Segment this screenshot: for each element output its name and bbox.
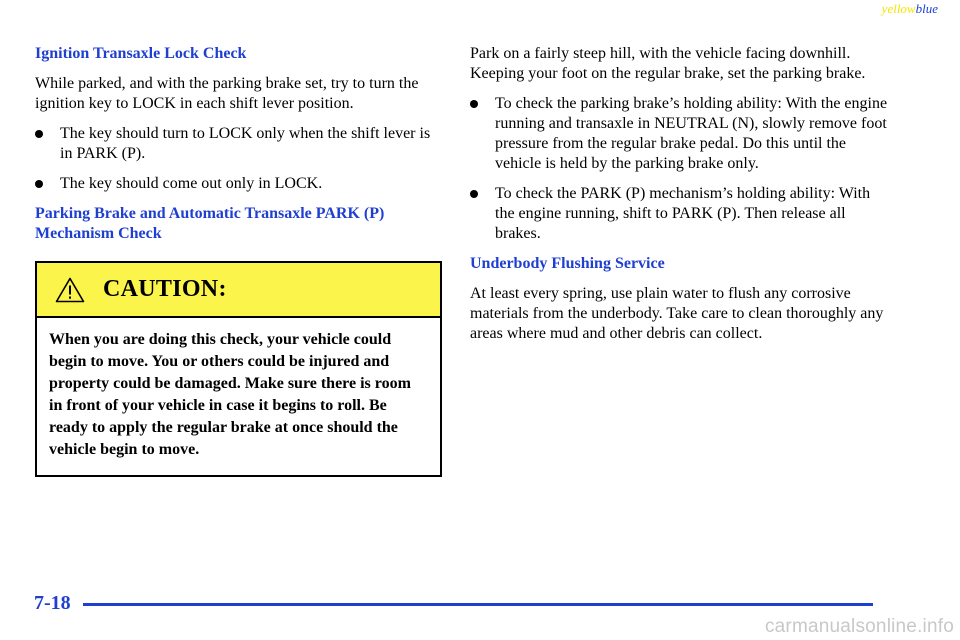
caution-box	[35, 261, 442, 477]
site-watermark: carmanualsonline.info	[764, 616, 954, 637]
bullet-text: The key should come out only in LOCK.	[60, 175, 323, 192]
warning-triangle-icon	[55, 277, 85, 303]
list-item	[470, 184, 890, 244]
corner-mark-yellow: yellow	[881, 1, 916, 16]
parking-brake-check-heading: Parking Brake and Automatic Transaxle PARK (P) Mechanism Check	[35, 205, 385, 242]
ignition-lock-check-heading: Ignition Transaxle Lock Check	[35, 45, 247, 62]
bullet-icon	[35, 180, 43, 188]
bullet-text: The key should turn to LOCK only when the shift lever is in PARK (P).	[60, 125, 431, 162]
list-item	[35, 174, 440, 194]
bullet-icon	[35, 130, 43, 138]
underbody-flushing-paragraph: At least every spring, use plain water to flush any corrosive materials from the underbody. Take care to clean thoroughly any areas where mud and other debris can collect.	[470, 285, 884, 342]
right-column	[470, 44, 890, 354]
left-column	[35, 44, 440, 477]
hill-park-paragraph: Park on a fairly steep hill, with the vehicle facing downhill. Keeping your foot on the regular brake, set the parking brake.	[470, 45, 866, 82]
page-number: 7-18	[34, 592, 71, 614]
bullet-text: To check the parking brake’s holding ability: With the engine running and transaxle in NEUTRAL (N), slowly remove foot pressure from the regular brake pedal. Do this until the vehicle is held by the parking brake only.	[495, 95, 888, 172]
list-item	[35, 124, 440, 164]
holding-ability-bullet-list	[470, 94, 890, 244]
caution-title: CAUTION:	[103, 276, 227, 302]
bullet-icon	[470, 190, 478, 198]
underbody-flushing-heading: Underbody Flushing Service	[470, 255, 665, 272]
list-item	[470, 94, 890, 174]
ignition-lock-check-paragraph: While parked, and with the parking brake set, try to turn the ignition key to LOCK in each shift lever position.	[35, 75, 419, 112]
footer-divider	[83, 603, 873, 606]
caution-header	[37, 263, 440, 318]
caution-text: When you are doing this check, your vehicle could begin to move. You or others could be injured and property could be damaged. Make sure there is room in front of your vehicle in case it begins to roll. Be ready to apply the regular brake at once should the vehicle begin to move.	[49, 331, 411, 458]
bullet-icon	[470, 100, 478, 108]
color-registration-mark	[882, 1, 938, 17]
corner-mark-blue: blue	[915, 1, 938, 16]
bullet-text: To check the PARK (P) mechanism’s holding ability: With the engine running, shift to PARK (P). Then release all brakes.	[495, 185, 871, 242]
ignition-lock-bullet-list	[35, 124, 440, 194]
